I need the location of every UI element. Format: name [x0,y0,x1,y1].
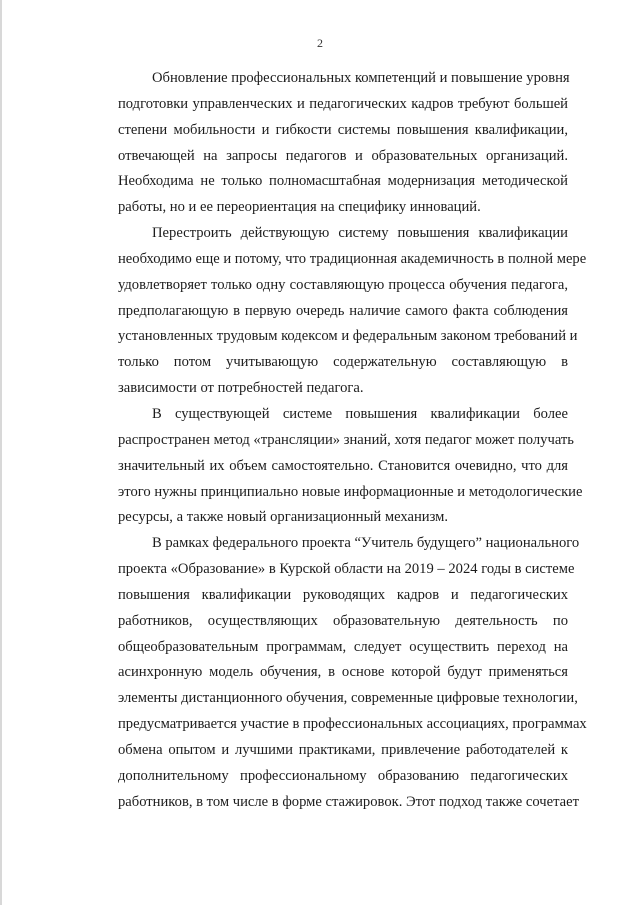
paragraph-line: Необходима не только полномасштабная модернизация методической [118,173,568,190]
paragraph-line: предполагающую в первую очередь наличие самого факта соблюдения [118,302,568,319]
paragraph-line: предусматривается участие в профессиональных ассоциациях, программах [118,716,587,733]
paragraph-line: асинхронную модель обучения, в основе которой будут применяться [118,664,568,681]
paragraph-line: дополнительному профессиональному образованию педагогических [118,767,568,784]
paragraph-line: отвечающей на запросы педагогов и образовательных организаций. [118,147,568,164]
paragraph-line: Перестроить действующую систему повышения квалификации [152,225,568,242]
paragraph-line: необходимо еще и потому, что традиционная академичность в полной мере [118,250,587,267]
paragraph-line: этого нужны принципиально новые информационные и методологические [118,483,583,500]
paragraph-line: зависимости от потребностей педагога. [118,380,364,397]
paragraph-line: работы, но и ее переориентация на специфику инноваций. [118,199,481,216]
paragraph-line: общеобразовательным программам, следует осуществить переход на [118,638,568,655]
page-number: 2 [317,36,323,50]
paragraph-line: ресурсы, а также новый организационный механизм. [118,509,449,526]
paragraph-3 [118,402,583,531]
body-text [118,66,587,815]
paragraph-line: Обновление профессиональных компетенций и повышение уровня [152,70,570,86]
paragraph-line: работников, осуществляющих образовательную деятельность по [118,612,568,629]
paragraph-line: В рамках федерального проекта “Учитель будущего” национального [152,535,580,552]
paragraph-1 [118,66,568,221]
scan-edge [0,0,2,905]
paragraph-line: обмена опытом и лучшими практиками, привлечение работодателей к [118,741,568,758]
paragraph-line: значительный их объем самостоятельно. Становится очевидно, что для [118,457,568,474]
paragraph-line: удовлетворяет только одну составляющую процесса обучения педагога, [118,276,568,293]
paragraph-line: подготовки управленческих и педагогических кадров требуют большей [118,95,568,112]
paragraph-2 [118,221,587,402]
paragraph-line: распространен метод «трансляции» знаний, хотя педагог может получать [118,431,574,448]
paragraph-line: работников, в том числе в форме стажировок. Этот подход также сочетает [118,793,579,810]
paragraph-line: повышения квалификации руководящих кадров и педагогических [118,586,568,603]
paragraph-line: элементы дистанционного обучения, современные цифровые технологии, [118,690,578,707]
paragraph-line: степени мобильности и гибкости системы повышения квалификации, [118,121,568,138]
paragraph-4 [118,531,587,815]
paragraph-line: только потом учитывающую содержательную составляющую в [118,354,568,371]
paragraph-line: В существующей системе повышения квалификации более [152,405,568,422]
paragraph-line: проекта «Образование» в Курской области на 2019 – 2024 годы в системе [118,561,575,578]
paragraph-line: установленных трудовым кодексом и федеральным законом требований и [118,328,578,345]
